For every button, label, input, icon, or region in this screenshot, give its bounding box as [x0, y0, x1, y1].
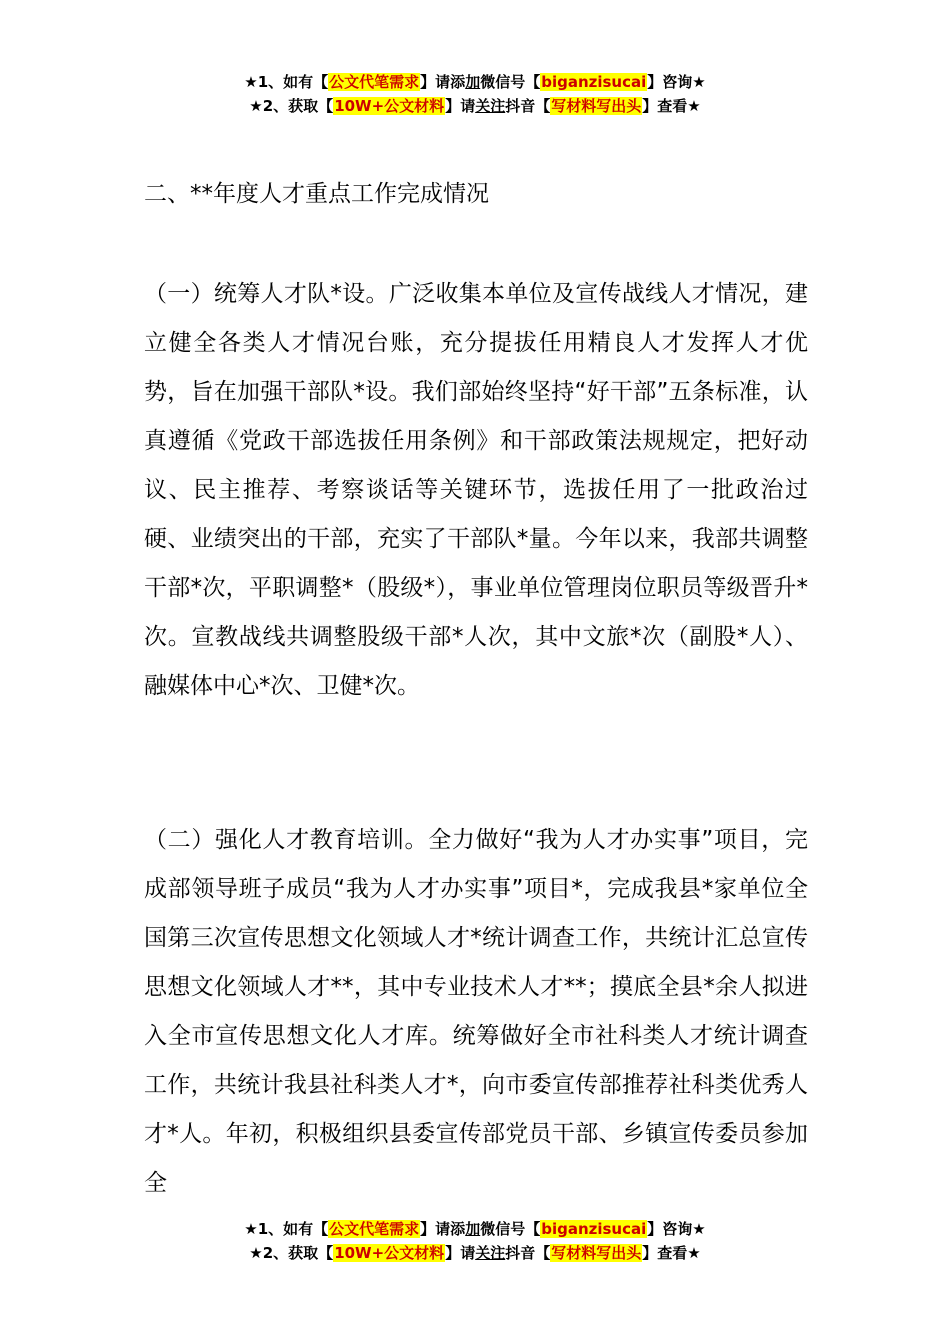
banner-underlined-text: 加 [465, 1220, 481, 1238]
banner-underlined-text: 关注 [475, 97, 506, 115]
document-paragraph-2 [144, 816, 808, 1208]
banner-highlight: biganzisucai [541, 73, 647, 91]
banner-text: 】请 [445, 1244, 476, 1262]
paragraph: （一）统筹人才队*设。广泛收集本单位及宣传战线人才情况，建立健全各类人才情况台账，充分提拔任用精良人才发挥人才优势，旨在加强干部队*设。我们部始终坚持“好干部”五条标准，认真遵循《党政干部选拔任用条例》和干部政策法规规定，把好动议、民主推荐、考察谈话等关键环节，选拔任用了一批政治过硬、业绩突出的干部，充实了干部队*量。今年以来，我部共调整干部*次，平职调整*（股级*），事业单位管理岗位职员等级晋升*次。宣教战线共调整股级干部*人次，其中文旅*次（副股*人）、融媒体中心*次、卫健*次。 [144, 281, 808, 699]
paragraph: （二）强化人才教育培训。全力做好“我为人才办实事”项目，完成部领导班子成员“我为人才办实事”项目*，完成我县*家单位全国第三次宣传思想文化领域人才*统计调查工作，共统计汇总宣传思想文化领域人才**，其中专业技术人才**；摸底全县*余人拟进入全市宣传思想文化人才库。统筹做好全市社科类人才统计调查工作，共统计我县社科类人才*，向市委宣传部推荐社科类优秀人才*人。年初，积极组织县委宣传部党员干部、乡镇宣传委员参加全 [144, 827, 808, 1196]
banner-text: 】咨询★ [647, 1220, 706, 1238]
header-banner [0, 70, 950, 118]
document-paragraph-1 [144, 270, 808, 711]
banner-underlined-text: 加 [465, 73, 481, 91]
banner-highlight: 写材料写出头 [551, 1244, 642, 1262]
document-heading-block [144, 179, 808, 209]
banner-highlight: 公文代笔需求 [329, 1220, 420, 1238]
section-heading: 二、**年度人才重点工作完成情况 [144, 181, 489, 207]
banner-text: 】请 [445, 97, 476, 115]
banner-text: ★2、获取【 [249, 97, 334, 115]
banner-highlight: 10W+公文材料 [334, 1244, 445, 1262]
banner-line-2 [0, 94, 950, 118]
banner-highlight: biganzisucai [541, 1220, 647, 1238]
banner-highlight: 写材料写出头 [551, 97, 642, 115]
banner-text: 】咨询★ [647, 73, 706, 91]
banner-text: ★1、如有【 [244, 73, 329, 91]
banner-text: ★2、获取【 [249, 1244, 334, 1262]
banner-text: 】请添 [420, 1220, 466, 1238]
footer-banner [0, 1217, 950, 1265]
banner-text: 微信号【 [480, 1220, 541, 1238]
banner-underlined-text: 关注 [475, 1244, 506, 1262]
banner-highlight: 10W+公文材料 [334, 97, 445, 115]
banner-text: 】查看★ [642, 97, 701, 115]
banner-text: 抖音【 [505, 97, 551, 115]
banner-highlight: 公文代笔需求 [329, 73, 420, 91]
banner-text: 微信号【 [480, 73, 541, 91]
banner-text: 抖音【 [505, 1244, 551, 1262]
banner-text: ★1、如有【 [244, 1220, 329, 1238]
banner-line-1 [0, 1217, 950, 1241]
banner-line-2 [0, 1241, 950, 1265]
banner-text: 】请添 [420, 73, 466, 91]
banner-line-1 [0, 70, 950, 94]
banner-text: 】查看★ [642, 1244, 701, 1262]
